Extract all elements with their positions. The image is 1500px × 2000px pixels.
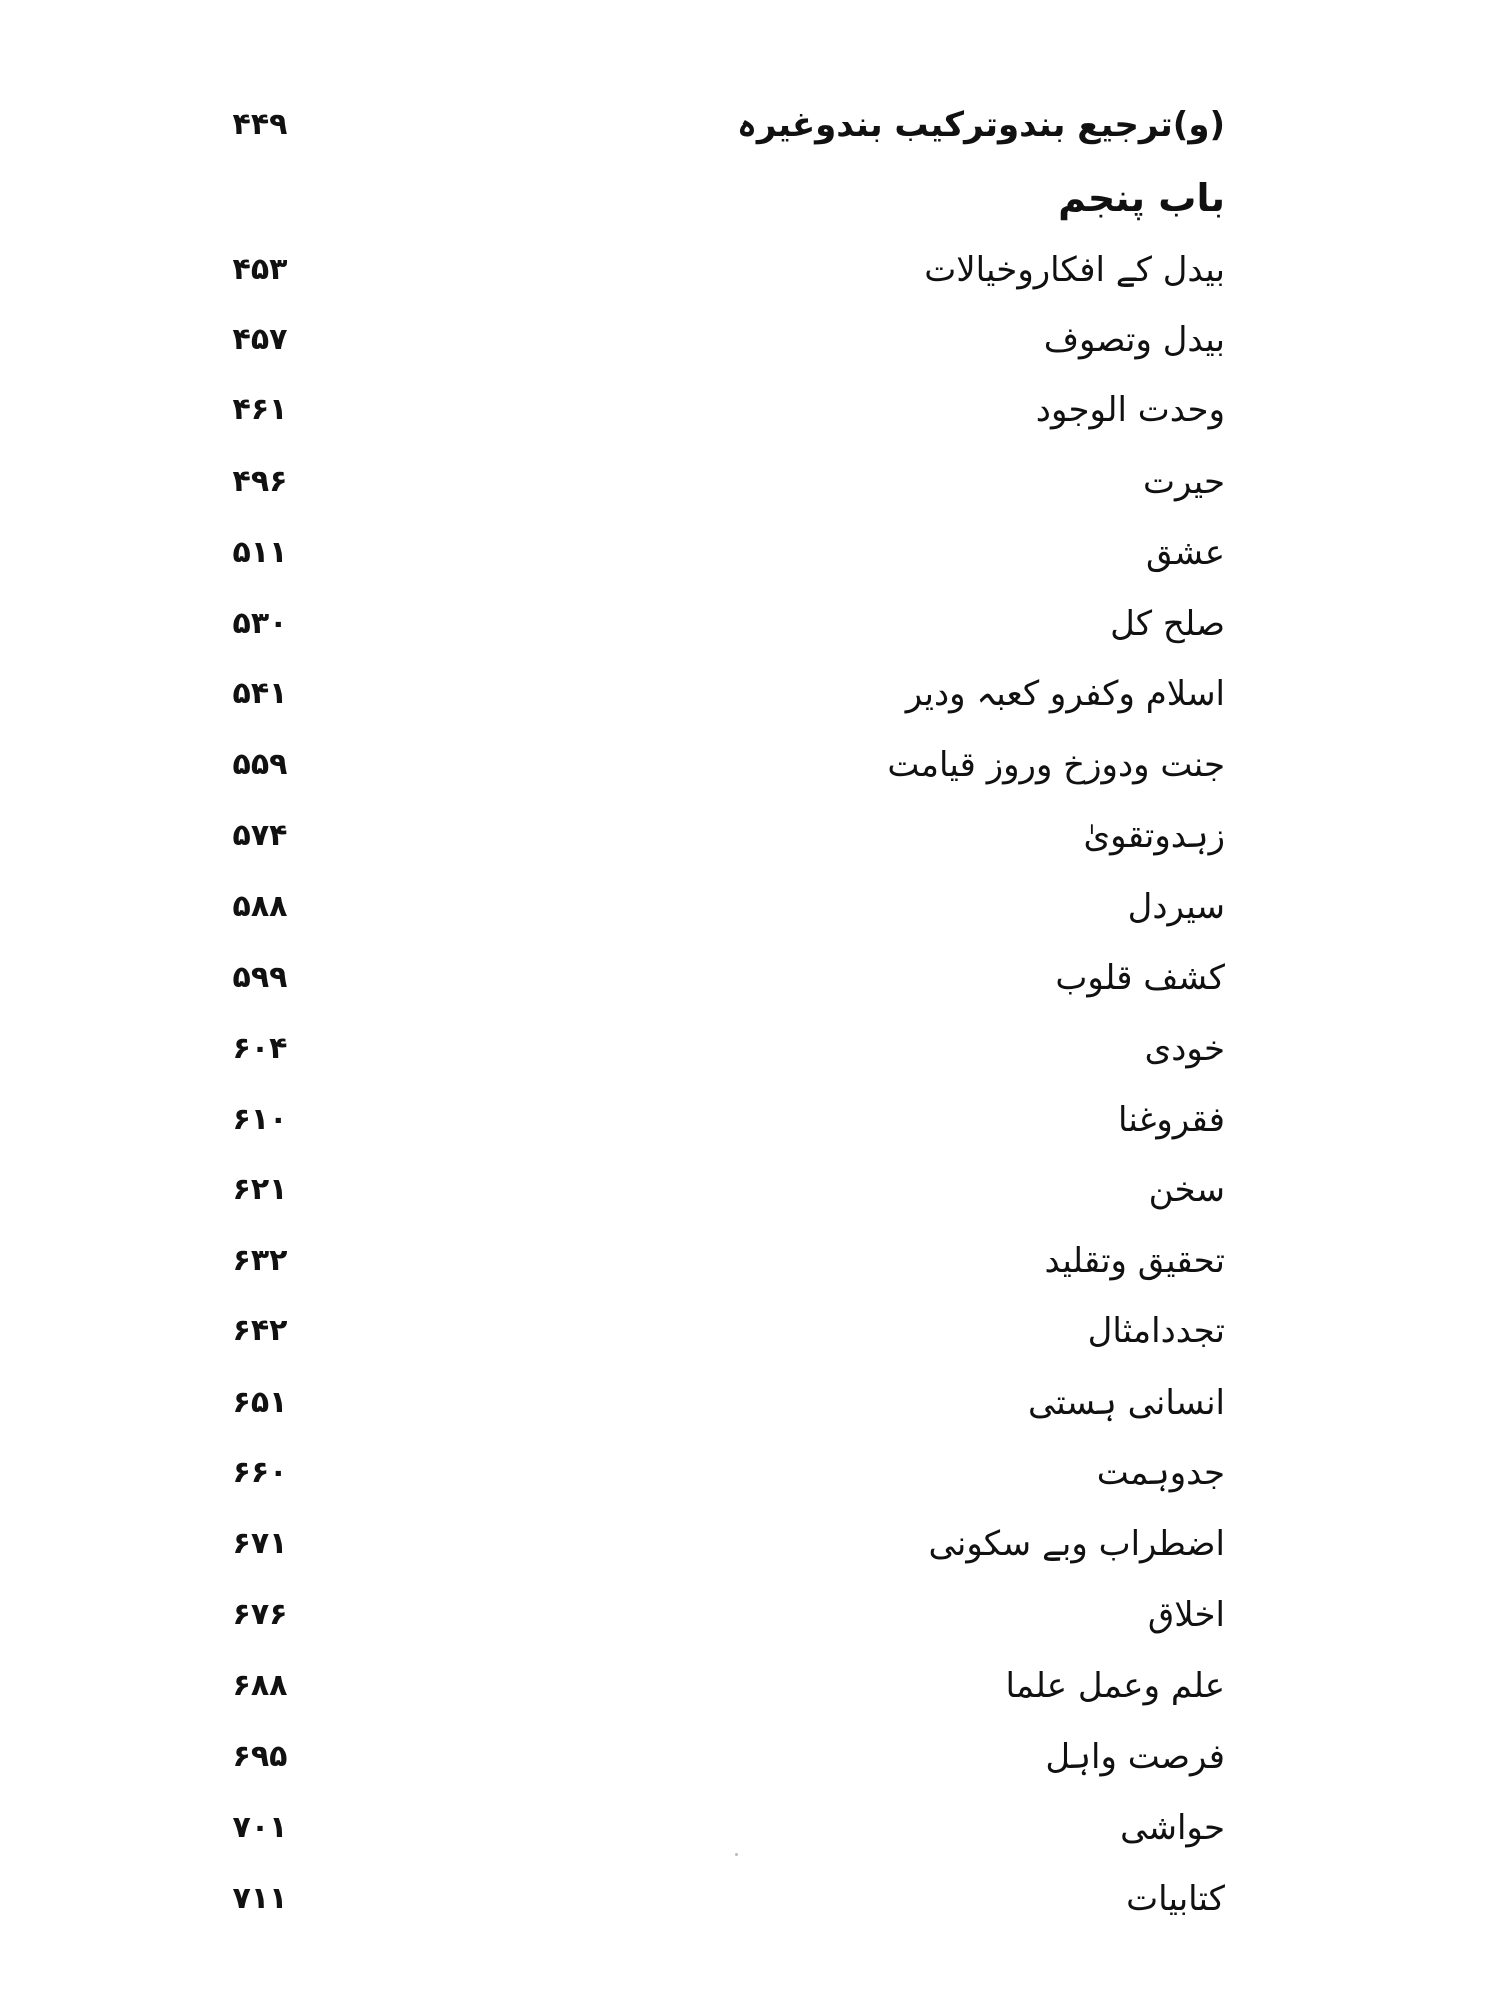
- toc-page-number: ۶۷۶: [232, 1597, 288, 1632]
- toc-row: [0, 1019, 1500, 1079]
- toc-entry-title: کشف قلوب: [1055, 958, 1225, 998]
- scan-speck: [735, 1853, 738, 1856]
- toc-entry-title: عشق: [1146, 533, 1225, 573]
- toc-row: [0, 594, 1500, 654]
- toc-row: [0, 1585, 1500, 1645]
- toc-entry-title: علم وعمل علما: [1005, 1666, 1225, 1706]
- toc-page-number: ۷۱۱: [232, 1881, 288, 1916]
- toc-page-number: ۶۱۰: [232, 1102, 288, 1137]
- toc-row: [0, 1869, 1500, 1929]
- toc-row: [0, 310, 1500, 370]
- toc-row: [0, 1373, 1500, 1433]
- toc-row: [0, 1514, 1500, 1574]
- toc-page-number: ۴۵۷: [232, 322, 288, 357]
- chapter-heading: باب پنجم: [1058, 176, 1225, 220]
- toc-entry-title: وحدت الوجود: [1035, 390, 1225, 430]
- toc-row: [0, 1301, 1500, 1361]
- toc-page-number: ۴۶۱: [232, 392, 288, 427]
- toc-page-number: ۶۸۸: [232, 1668, 288, 1703]
- toc-row: [0, 1443, 1500, 1503]
- toc-row: [0, 948, 1500, 1008]
- toc-page-number: ۵۴۱: [232, 676, 288, 711]
- toc-page-number: ۶۹۵: [232, 1739, 288, 1774]
- toc-row: [0, 877, 1500, 937]
- toc-row: [0, 1231, 1500, 1291]
- toc-entry-title: حیرت: [1142, 462, 1225, 502]
- toc-row: [0, 1727, 1500, 1787]
- toc-page-number: ۶۳۲: [232, 1243, 288, 1278]
- toc-entry-title: بیدل کے افکاروخیالات: [924, 250, 1225, 290]
- toc-entry-title: اخلاق: [1147, 1595, 1225, 1635]
- toc-entry-title: انسانی ہستی: [1027, 1383, 1225, 1423]
- toc-row: [0, 1798, 1500, 1858]
- toc-entry-title: فرصت واہل: [1045, 1737, 1225, 1777]
- toc-page-number: ۶۵۱: [232, 1385, 288, 1420]
- chapter-heading-row: [0, 168, 1500, 228]
- toc-page-number: ۵۳۰: [232, 606, 288, 641]
- toc-row: [0, 240, 1500, 300]
- toc-page-number: ۵۸۸: [232, 889, 288, 924]
- toc-entry-title: (و)ترجیع بندوترکیب بندوغیرہ: [737, 105, 1225, 145]
- toc-page-number: ۶۲۱: [232, 1172, 288, 1207]
- toc-page-number: ۶۷۱: [232, 1526, 288, 1561]
- toc-entry-title: سیردل: [1127, 887, 1225, 927]
- toc-entry-title: سخن: [1148, 1170, 1225, 1210]
- toc-row: [0, 1090, 1500, 1150]
- toc-page-number: ۴۵۳: [232, 252, 288, 287]
- toc-row: [0, 95, 1500, 155]
- toc-row: [0, 452, 1500, 512]
- toc-page-number: ۵۹۹: [232, 960, 288, 995]
- toc-page-number: ۵۵۹: [232, 747, 288, 782]
- toc-page-number: ۶۰۴: [232, 1031, 288, 1066]
- toc-page-number: ۴۴۹: [232, 107, 288, 142]
- toc-entry-title: جدوہمت: [1096, 1453, 1225, 1493]
- toc-page-number: ۴۹۶: [232, 464, 288, 499]
- toc-page-number: ۵۷۴: [232, 818, 288, 853]
- toc-page-number: ۶۴۲: [232, 1313, 288, 1348]
- toc-row: [0, 1160, 1500, 1220]
- toc-page-number: ۵۱۱: [232, 535, 288, 570]
- toc-entry-title: اسلام وکفرو کعبہ ودیر: [905, 674, 1225, 714]
- toc-entry-title: حواشی: [1120, 1808, 1225, 1848]
- toc-entry-title: تجددامثال: [1087, 1311, 1225, 1351]
- toc-entry-title: فقروغنا: [1117, 1100, 1225, 1140]
- toc-row: [0, 806, 1500, 866]
- toc-page-number: ۷۰۱: [232, 1810, 288, 1845]
- toc-entry-title: زہدوتقویٰ: [1083, 816, 1225, 856]
- toc-entry-title: جنت ودوزخ وروز قیامت: [887, 745, 1225, 785]
- toc-entry-title: اضطراب وبے سکونی: [928, 1524, 1225, 1564]
- toc-entry-title: بیدل وتصوف: [1043, 320, 1225, 360]
- toc-row: [0, 1656, 1500, 1716]
- toc-entry-title: کتابیات: [1126, 1879, 1225, 1919]
- toc-row: [0, 735, 1500, 795]
- toc-row: [0, 523, 1500, 583]
- toc-page-number: ۶۶۰: [232, 1455, 288, 1490]
- toc-entry-title: خودی: [1144, 1029, 1225, 1069]
- toc-entry-title: صلح کل: [1110, 604, 1225, 644]
- toc-entry-title: تحقیق وتقلید: [1044, 1241, 1225, 1281]
- toc-row: [0, 380, 1500, 440]
- toc-row: [0, 664, 1500, 724]
